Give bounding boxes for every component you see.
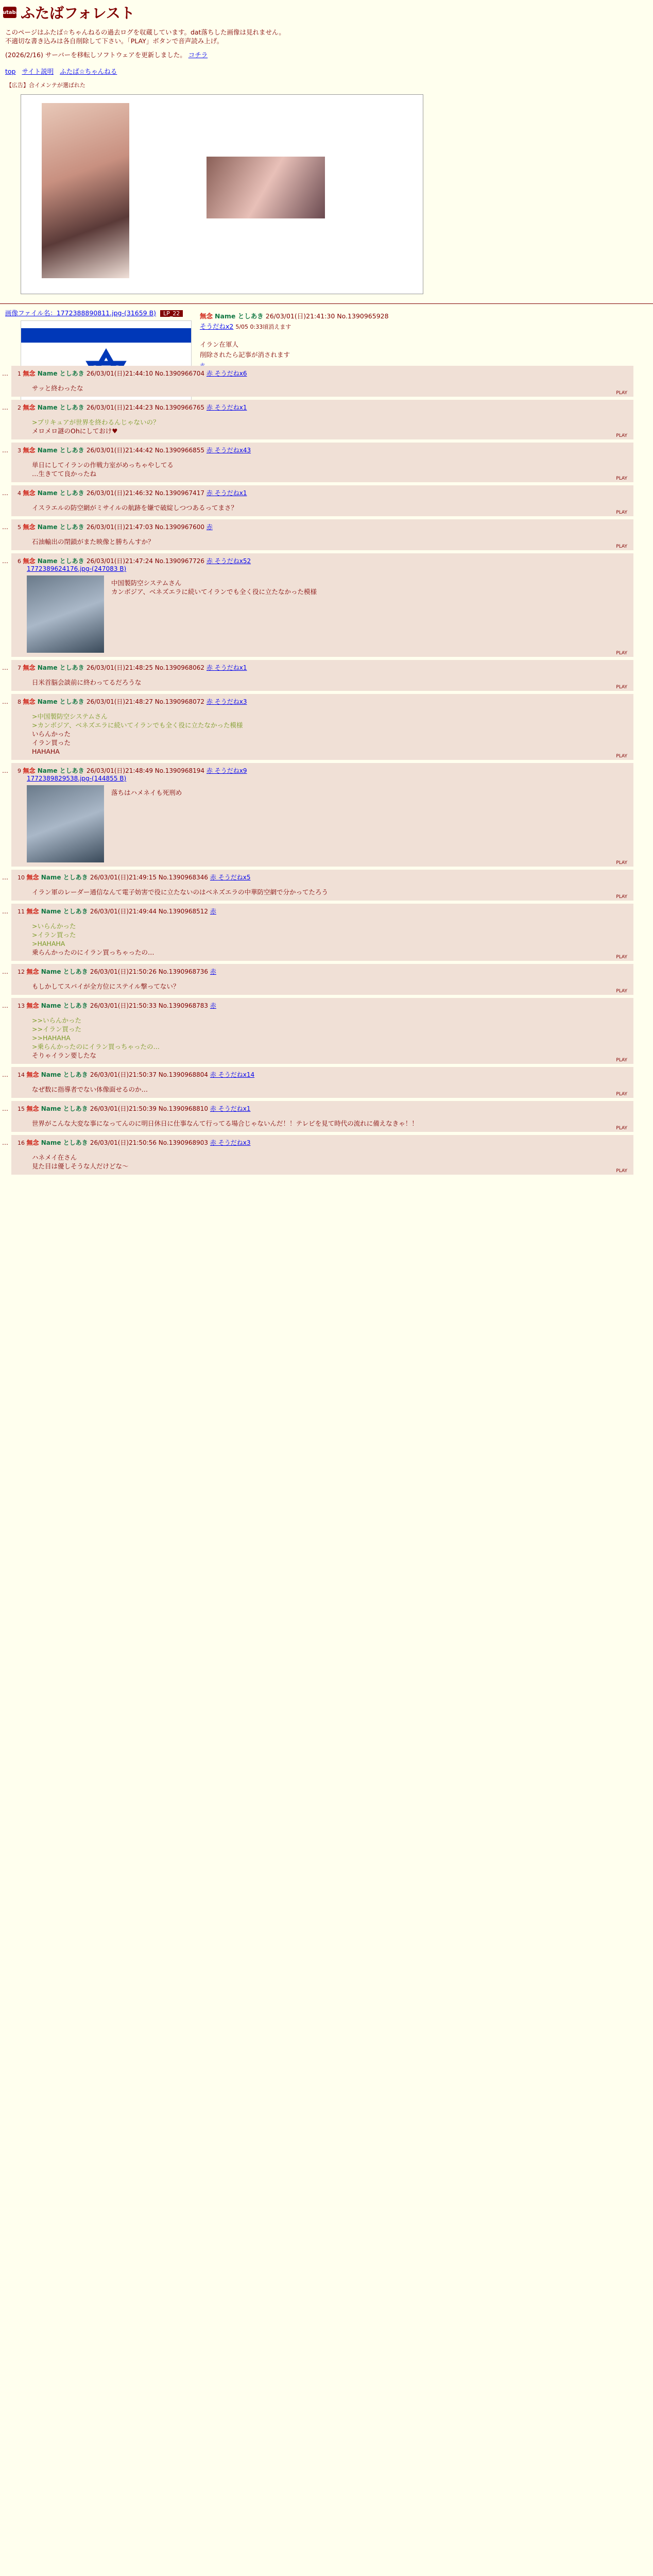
reply-post xyxy=(2,904,633,961)
reply-body xyxy=(32,1085,627,1094)
op-file-link[interactable]: 画像ファイル名：1772388890811.jpg-(31659 B) xyxy=(5,309,157,317)
reply-del-link[interactable]: 赤 xyxy=(206,489,215,497)
reply-arrow-icon: … xyxy=(2,489,8,497)
reply-index: 16 xyxy=(18,1140,27,1146)
reply-subject: 無念 xyxy=(23,523,38,531)
reply-body xyxy=(32,1119,627,1128)
reply-body xyxy=(32,384,627,393)
ad-note: 【広告】合イメンテが選ばれた xyxy=(6,82,85,89)
reply-body xyxy=(32,922,627,957)
reply-name: Name としあき xyxy=(41,908,90,915)
reply-name: Name としあき xyxy=(41,1071,90,1078)
reply-name: Name としあき xyxy=(41,1105,90,1112)
play-button[interactable]: PLAY xyxy=(616,1058,627,1063)
reply-text: ハネメイ在さん 見た目は優しそうな人だけどな～ xyxy=(32,1154,129,1170)
reply-arrow-icon: … xyxy=(2,1071,8,1078)
reply-post xyxy=(2,660,633,691)
reply-arrow-icon: … xyxy=(2,664,8,671)
reply-datetime: 26/03/01(日)21:50:39 xyxy=(90,1105,159,1112)
reply-quote: >プリキュアが世界を終わるんじゃないの？ xyxy=(32,418,160,426)
reply-sod-button[interactable]: そうだねx3 xyxy=(214,698,247,705)
play-button[interactable]: PLAY xyxy=(616,955,627,960)
reply-number: No.1390966765 xyxy=(154,404,207,411)
play-button[interactable]: PLAY xyxy=(616,476,627,481)
reply-sod-button[interactable]: そうだねx3 xyxy=(218,1139,251,1146)
reply-text: イラン軍のレーダー通信なんて電子妨害で役に立たないのはベネズエラの中華防空網で分かってたろう xyxy=(32,888,329,896)
reply-del-link[interactable]: 赤 xyxy=(206,404,215,411)
reply-number: No.1390968346 xyxy=(158,874,210,881)
nav-site-link[interactable]: サイト説明 xyxy=(22,67,54,75)
site-header xyxy=(0,0,653,25)
reply-sod-button[interactable]: そうだねx5 xyxy=(218,874,251,881)
reply-index: 12 xyxy=(18,969,27,975)
reply-number: No.1390968903 xyxy=(158,1139,210,1146)
play-button[interactable]: PLAY xyxy=(616,1168,627,1174)
reply-sod-button[interactable]: そうだねx14 xyxy=(218,1071,255,1078)
reply-subject: 無念 xyxy=(23,447,38,454)
reply-sod-button[interactable]: そうだねx1 xyxy=(214,404,247,411)
reply-del-link[interactable]: 赤 xyxy=(206,557,215,565)
reply-body xyxy=(111,579,317,596)
reply-body xyxy=(32,461,627,478)
reply-post xyxy=(2,366,633,397)
reply-number: No.1390967600 xyxy=(154,523,207,531)
reply-post xyxy=(2,443,633,482)
reply-number: No.1390968194 xyxy=(154,767,207,774)
reply-text: イスラエルの防空網がミサイルの航跡を嫌で破綻しつつあるってまさ？ xyxy=(32,504,238,512)
reply-del-link[interactable]: 赤 xyxy=(206,698,215,705)
reply-datetime: 26/03/01(日)21:49:44 xyxy=(90,908,159,915)
reply-subject: 無念 xyxy=(23,767,38,774)
reply-index: 7 xyxy=(18,665,23,671)
op-name: Name としあき xyxy=(215,312,264,320)
reply-post xyxy=(2,964,633,995)
reply-sod-button[interactable]: そうだねx6 xyxy=(214,370,247,377)
reply-del-link[interactable]: 赤 xyxy=(210,1071,218,1078)
reply-number: No.1390968783 xyxy=(158,1002,210,1009)
reply-header xyxy=(18,907,627,916)
reply-sod-button[interactable]: そうだねx43 xyxy=(214,447,251,454)
reply-subject: 無念 xyxy=(26,1002,41,1009)
reply-datetime: 26/03/01(日)21:47:24 xyxy=(86,557,155,565)
reply-index: 1 xyxy=(18,370,23,377)
reply-body xyxy=(32,1016,627,1060)
reply-del-link[interactable]: 赤 xyxy=(206,370,215,377)
futaba-logo-icon: futaba xyxy=(3,7,16,18)
reply-post xyxy=(2,519,633,550)
reply-text: 単日にしてイランの作戦力室がめっちゃやしてる …生きてて良かったね xyxy=(32,461,174,478)
play-button[interactable]: PLAY xyxy=(616,860,627,866)
reply-index: 10 xyxy=(18,874,27,881)
reply-quote: >中国製防空システムさん >カンボジア、ベネズエラに続いてイランでも全く役に立たなかった模様 xyxy=(32,713,243,729)
op-expire: 5/05 0:33頃消えます xyxy=(235,324,291,330)
reply-index: 2 xyxy=(18,404,23,411)
reply-sod-button[interactable]: そうだねx1 xyxy=(214,664,247,671)
reply-name: Name としあき xyxy=(37,664,87,671)
reply-text: そりゃイラン要したな xyxy=(32,1052,97,1059)
reply-index: 6 xyxy=(18,558,23,565)
reply-del-link[interactable]: 赤 xyxy=(210,1002,216,1009)
reply-sod-button[interactable]: そうだねx9 xyxy=(214,767,247,774)
reply-text: メロメロ謎のOhにしておけ♥ xyxy=(32,427,118,435)
reply-number: No.1390967417 xyxy=(154,489,207,497)
reply-body xyxy=(32,678,627,687)
reply-list xyxy=(0,366,644,1175)
reply-text: いらんかった イラン買った HAHAHA xyxy=(32,730,71,755)
reply-name: Name としあき xyxy=(37,447,87,454)
reply-post xyxy=(2,1135,633,1175)
reply-image-link[interactable]: 1772389624176.jpg-(247083 B) xyxy=(27,565,127,572)
notice-line-1: このページはふたば☆ちゃんねるの過去ログを収蔵しています。dat落ちした画像は見れません。 xyxy=(5,28,285,36)
reply-header xyxy=(18,967,627,976)
reply-body xyxy=(32,1153,627,1171)
reply-arrow-icon: … xyxy=(2,1139,8,1146)
reply-body xyxy=(32,418,627,435)
reply-post xyxy=(2,485,633,516)
notice-block xyxy=(0,25,653,59)
reply-text: 乗らんかったのにイラン買っちゃったの… xyxy=(32,948,154,956)
reply-header xyxy=(18,1001,627,1010)
reply-header xyxy=(18,766,627,775)
reply-header xyxy=(18,1138,627,1147)
reply-subject: 無念 xyxy=(26,1139,41,1146)
reply-number: No.1390968804 xyxy=(158,1071,210,1078)
reply-body xyxy=(32,503,627,512)
reply-header xyxy=(18,697,627,706)
play-button[interactable]: PLAY xyxy=(616,754,627,759)
reply-post xyxy=(2,870,633,901)
reply-arrow-icon: … xyxy=(2,1002,8,1009)
ad-image-2[interactable] xyxy=(207,157,325,218)
reply-datetime: 26/03/01(日)21:50:26 xyxy=(90,968,159,975)
reply-del-link[interactable]: 赤 xyxy=(210,1105,218,1112)
reply-subject: 無念 xyxy=(23,370,38,377)
separator xyxy=(0,303,653,304)
reply-arrow-icon: … xyxy=(2,908,8,915)
reply-body xyxy=(32,888,627,896)
reply-index: 13 xyxy=(18,1003,27,1009)
notice-line-2: 不適切な書き込みは各自削除して下さい。「PLAY」ボタンで音声読み上げ。 xyxy=(5,37,224,45)
reply-datetime: 26/03/01(日)21:47:03 xyxy=(86,523,155,531)
reply-datetime: 26/03/01(日)21:48:27 xyxy=(86,698,155,705)
reply-number: No.1390966855 xyxy=(154,447,207,454)
play-button[interactable]: PLAY xyxy=(616,433,627,438)
reply-name: Name としあき xyxy=(37,767,87,774)
reply-index: 8 xyxy=(18,699,23,705)
play-button[interactable]: PLAY xyxy=(616,894,627,900)
reply-post xyxy=(2,553,633,657)
reply-post xyxy=(2,763,633,867)
reply-thumbnail[interactable] xyxy=(27,575,104,653)
reply-image-link[interactable]: 1772389829538.jpg-(144855 B) xyxy=(27,775,127,782)
reply-arrow-icon: … xyxy=(2,767,8,774)
reply-text: 落ちはハメネイも死刑め xyxy=(111,789,182,796)
reply-del-link[interactable]: 赤 xyxy=(210,1139,218,1146)
reply-quote: >いらんかった >イラン買った >HAHAHA xyxy=(32,922,76,947)
reply-header xyxy=(18,1070,627,1079)
reply-header xyxy=(18,488,627,497)
reply-index: 11 xyxy=(18,908,27,915)
reply-number: No.1390966704 xyxy=(154,370,207,377)
reply-del-link[interactable]: 赤 xyxy=(210,968,216,975)
reply-subject: 無念 xyxy=(23,404,38,411)
reply-text: 中国製防空システムさん カンボジア、ベネズエラに続いてイランでも全く役に立たなかった模様 xyxy=(111,579,317,596)
reply-datetime: 26/03/01(日)21:50:56 xyxy=(90,1139,159,1146)
reply-subject: 無念 xyxy=(26,968,41,975)
reply-post xyxy=(2,694,633,760)
reply-arrow-icon: … xyxy=(2,968,8,975)
reply-datetime: 26/03/01(日)21:48:25 xyxy=(86,664,155,671)
reply-name: Name としあき xyxy=(41,874,90,881)
reply-subject: 無念 xyxy=(23,557,38,565)
reply-name: Name としあき xyxy=(37,489,87,497)
reply-datetime: 26/03/01(日)21:50:37 xyxy=(90,1071,159,1078)
reply-text: 日米首脳会談前に終わってるだろうな xyxy=(32,679,142,686)
reply-subject: 無念 xyxy=(23,489,38,497)
reply-arrow-icon: … xyxy=(2,1105,8,1112)
reply-del-link[interactable]: 赤 xyxy=(206,447,215,454)
op-text xyxy=(200,311,389,371)
op-body: イラン在軍人 削除されたら記事が消されます xyxy=(200,341,290,359)
reply-del-link[interactable]: 赤 xyxy=(206,523,213,531)
reply-post xyxy=(2,1067,633,1098)
reply-del-link[interactable]: 赤 xyxy=(210,874,218,881)
reply-number: No.1390968736 xyxy=(158,968,210,975)
reply-header xyxy=(18,522,627,531)
reply-number: No.1390968072 xyxy=(154,698,207,705)
nav-futaba-link[interactable]: ふたば☆ちゃんねる xyxy=(60,67,117,75)
reply-arrow-icon: … xyxy=(2,404,8,411)
reply-name: Name としあき xyxy=(41,1002,90,1009)
reply-number: No.1390967726 xyxy=(154,557,207,565)
reply-header xyxy=(18,446,627,454)
reply-datetime: 26/03/01(日)21:49:15 xyxy=(90,874,159,881)
play-button[interactable]: PLAY xyxy=(616,1126,627,1131)
reply-text: サッと終わったな xyxy=(32,384,83,392)
play-button[interactable]: PLAY xyxy=(616,685,627,690)
reply-name: Name としあき xyxy=(37,698,87,705)
reply-header xyxy=(18,556,627,565)
op-subject: 無念 xyxy=(200,312,213,320)
reply-header xyxy=(18,403,627,412)
reply-name: Name としあき xyxy=(37,557,87,565)
reply-header xyxy=(18,1104,627,1113)
reply-text: もしかしてスパイが全方位にステイル撃ってない？ xyxy=(32,982,180,990)
reply-del-link[interactable]: 赤 xyxy=(206,767,215,774)
reply-index: 14 xyxy=(18,1072,27,1078)
reply-subject: 無念 xyxy=(26,1071,41,1078)
play-button[interactable]: PLAY xyxy=(616,651,627,656)
ad-image-1[interactable] xyxy=(42,103,129,278)
reply-index: 15 xyxy=(18,1106,27,1112)
reply-subject: 無念 xyxy=(23,698,38,705)
reply-name: Name としあき xyxy=(37,370,87,377)
reply-datetime: 26/03/01(日)21:48:49 xyxy=(86,767,155,774)
reply-header xyxy=(18,369,627,378)
reply-name: Name としあき xyxy=(41,1139,90,1146)
reply-del-link[interactable]: 赤 xyxy=(206,664,215,671)
reply-body xyxy=(32,712,627,756)
reply-header xyxy=(18,663,627,672)
reply-index: 9 xyxy=(18,768,23,774)
ad-banner[interactable] xyxy=(21,94,423,294)
reply-arrow-icon: … xyxy=(2,370,8,377)
reply-post xyxy=(2,400,633,439)
reply-datetime: 26/03/01(日)21:44:42 xyxy=(86,447,155,454)
reply-text: 石油輸出の閉鎖がまた映像と勝ちんすか？ xyxy=(32,538,154,546)
reply-subject: 無念 xyxy=(26,874,41,881)
play-button[interactable]: PLAY xyxy=(616,544,627,549)
reply-arrow-icon: … xyxy=(2,698,8,705)
reply-name: Name としあき xyxy=(41,968,90,975)
play-button[interactable]: PLAY xyxy=(616,391,627,396)
reply-number: No.1390968512 xyxy=(158,908,210,915)
reply-datetime: 26/03/01(日)21:46:32 xyxy=(86,489,155,497)
reply-text: 世界がこんな大変な事になってんのに明日休日に仕事なんて行ってる場合じゃないんだ！！テレビを見て時代の流れに備えなきゃ！！ xyxy=(32,1120,418,1127)
reply-quote: >>いらんかった >>イラン買った >>HAHAHA >乗らんかったのにイラン買っちゃったの… xyxy=(32,1016,160,1050)
reply-del-link[interactable]: 赤 xyxy=(210,908,216,915)
play-button[interactable]: PLAY xyxy=(616,989,627,994)
reply-sod-button[interactable]: そうだねx1 xyxy=(218,1105,251,1112)
reply-datetime: 26/03/01(日)21:50:33 xyxy=(90,1002,159,1009)
reply-body xyxy=(32,537,627,546)
reply-number: No.1390968062 xyxy=(154,664,207,671)
reply-thumbnail[interactable] xyxy=(27,785,104,862)
play-button[interactable]: PLAY xyxy=(616,510,627,515)
reply-arrow-icon: … xyxy=(2,523,8,531)
reply-index: 5 xyxy=(18,524,23,531)
op-sod-button[interactable]: そうだねx2 xyxy=(200,323,234,330)
reply-datetime: 26/03/01(日)21:44:10 xyxy=(86,370,155,377)
reply-datetime: 26/03/01(日)21:44:23 xyxy=(86,404,155,411)
op-number: No.1390965928 xyxy=(337,312,389,320)
reply-index: 3 xyxy=(18,447,23,454)
op-datetime: 26/03/01(日)21:41:30 xyxy=(265,312,335,320)
reply-body xyxy=(32,982,627,991)
reply-subject: 無念 xyxy=(26,908,41,915)
nav-links xyxy=(0,59,653,76)
reply-body xyxy=(111,788,182,797)
reply-arrow-icon: … xyxy=(2,447,8,454)
play-button[interactable]: PLAY xyxy=(616,1092,627,1097)
page-title: ふたばフォレスト xyxy=(21,5,135,22)
reply-header xyxy=(18,873,627,882)
reply-arrow-icon: … xyxy=(2,874,8,881)
notice-link[interactable]: コチラ xyxy=(188,51,208,59)
reply-arrow-icon: … xyxy=(2,557,8,565)
notice-line-3: (2026/2/16) サーバーを移転しソフトウェアを更新しました。 コチラ xyxy=(5,51,208,59)
reply-name: Name としあき xyxy=(37,523,87,531)
reply-text: なぜ数に指導者でない体像面せるのか… xyxy=(32,1086,148,1093)
reply-post xyxy=(2,1101,633,1132)
op-tag-badge: LP_22 xyxy=(160,310,183,317)
reply-sod-button[interactable]: そうだねx1 xyxy=(214,489,247,497)
reply-post xyxy=(2,998,633,1064)
reply-name: Name としあき xyxy=(37,404,87,411)
reply-sod-button[interactable]: そうだねx52 xyxy=(214,557,251,565)
reply-subject: 無念 xyxy=(26,1105,41,1112)
reply-number: No.1390968810 xyxy=(158,1105,210,1112)
reply-subject: 無念 xyxy=(23,664,38,671)
reply-index: 4 xyxy=(18,490,23,497)
nav-top-link[interactable]: top xyxy=(5,67,16,75)
